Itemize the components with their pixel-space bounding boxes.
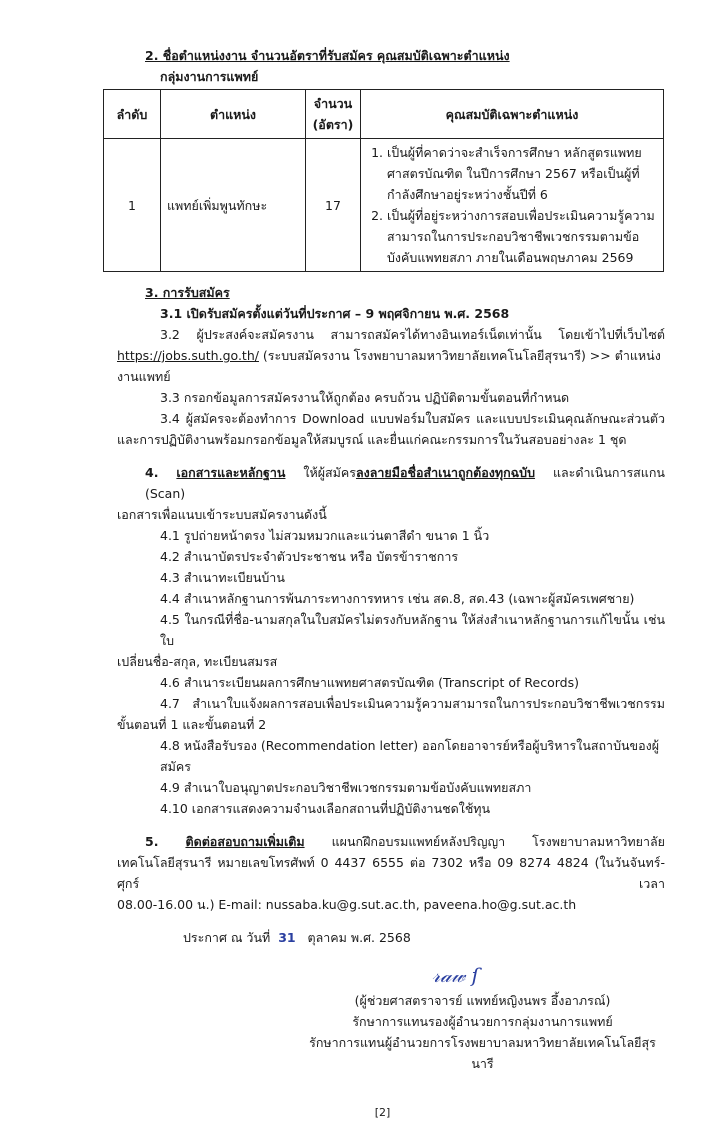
qualification-item: 1. เป็นผู้ที่คาดว่าจะสำเร็จการศึกษา หลักสูตรแพทยศาสตรบัณฑิต ในปีการศึกษา 2567 หรือเป็นผู้ที่กำลังศึกษาอยู่ระหว่างชั้นปีที่ 6 — [387, 142, 657, 205]
jobs-link[interactable]: https://jobs.suth.go.th/ — [117, 348, 259, 363]
section-4-emphasis: ลงลายมือชื่อสำเนาถูกต้องทุกฉบับ — [355, 465, 536, 480]
section-5-heading: ติดต่อสอบถามเพิ่มเติม — [185, 834, 305, 849]
section-5-text: แผนกฝึกอบรมแพทย์หลังปริญญา โรงพยาบาลมหาวิทยาลัย — [304, 834, 665, 849]
cell-no: 1 — [104, 139, 161, 272]
section-3-1: 3.1 เปิดรับสมัครตั้งแต่วันที่ประกาศ – 9 พฤศจิกายน พ.ศ. 2568 — [160, 306, 510, 321]
section-2-heading: 2. ชื่อตำแหน่งงาน จำนวนอัตราที่รับสมัคร คุณสมบัติเฉพาะตำแหน่ง — [145, 48, 510, 63]
cell-count: 17 — [306, 139, 361, 272]
handwritten-signature: 𝓇𝒶𝓌 ſ — [432, 963, 479, 987]
section-4-intro-line2: เอกสารเพื่อแนบเข้าระบบสมัครงานดังนี้ — [117, 507, 327, 522]
header-count: จำนวน (อัตรา) — [306, 90, 361, 139]
section-5-no: 5. — [145, 834, 159, 849]
cell-position: แพทย์เพิ่มพูนทักษะ — [161, 139, 306, 272]
section-4-no: 4. — [145, 465, 159, 480]
doc-item: 4.2 สำเนาบัตรประจำตัวประชาชน หรือ บัตรข้าราชการ — [160, 549, 459, 564]
doc-item: 4.10 เอกสารแสดงความจำนงเลือกสถานที่ปฏิบัติงานชดใช้ทุน — [160, 801, 491, 816]
doc-item: 4.3 สำเนาทะเบียนบ้าน — [160, 570, 285, 585]
section-3-4-line1: 3.4 ผู้สมัครจะต้องทำการ Download แบบฟอร์มใบสมัคร และแบบประเมินคุณลักษณะส่วนตัว — [160, 411, 665, 426]
doc-item: 4.6 สำเนาระเบียนผลการศึกษาแพทยศาสตรบัณฑิต (Transcript of Records) — [160, 675, 579, 690]
doc-item: 4.8 หนังสือรับรอง (Recommendation letter) ออกโดยอาจารย์หรือผู้บริหารในสถาบันของผู้สมัคร — [160, 738, 660, 774]
header-position: ตำแหน่ง — [161, 90, 306, 139]
section-5-line3: 08.00-16.00 น.) E-mail: nussaba.ku@g.sut.ac.th, paveena.ho@g.sut.ac.th — [117, 897, 577, 912]
signer-title-1: รักษาการแทนรองผู้อำนวยการกลุ่มงานการแพทย์ — [352, 1014, 613, 1029]
section-3-2-text: (ระบบสมัครงาน โรงพยาบาลมหาวิทยาลัยเทคโนโลยีสุรนารี) >> ตำแหน่งงานแพทย์ — [117, 348, 661, 384]
doc-item: 4.4 สำเนาหลักฐานการพ้นภาระทางการทหาร เช่น สด.8, สด.43 (เฉพาะผู้สมัครเพศชาย) — [160, 591, 635, 606]
doc-item-cont: เปลี่ยนชื่อ-สกุล, ทะเบียนสมรส — [117, 654, 278, 669]
section-4-intro-b: และดำเนินการสแกน (Scan) — [145, 465, 665, 501]
header-qualifications: คุณสมบัติเฉพาะตำแหน่ง — [361, 90, 664, 139]
positions-table — [103, 89, 664, 272]
section-5-line2: เทคโนโลยีสุรนารี หมายเลขโทรศัพท์ 0 4437 6555 ต่อ 7302 หรือ 09 8274 4824 (ในวันจันทร์-ศุกร์ เวลา — [117, 855, 665, 891]
header-no: ลำดับ — [104, 90, 161, 139]
section-3-2-line1: 3.2 ผู้ประสงค์จะสมัครงาน สามารถสมัครได้ทางอินเทอร์เน็ตเท่านั้น โดยเข้าไปที่เว็บไซต์ — [160, 327, 665, 342]
announcement-day: 31 — [278, 930, 296, 945]
doc-item: 4.7 สำเนาใบแจ้งผลการสอบเพื่อประเมินความรู้ความสามารถในการประกอบวิชาชีพเวชกรรม — [160, 696, 665, 711]
table-row — [104, 139, 664, 272]
cell-qualifications — [361, 139, 664, 272]
section-3-3: 3.3 กรอกข้อมูลการสมัครงานให้ถูกต้อง ครบถ้วน ปฏิบัติตามขั้นตอนที่กำหนด — [160, 390, 570, 405]
section-3-heading: 3. การรับสมัคร — [145, 285, 230, 300]
doc-item: 4.9 สำเนาใบอนุญาตประกอบวิชาชีพเวชกรรมตามข้อบังคับแพทยสภา — [160, 780, 532, 795]
table-header-row — [104, 90, 664, 139]
section-3-4-line2: และการปฏิบัติงานพร้อมกรอกข้อมูลให้สมบูรณ์ และยื่นแก่คณะกรรมการในวันสอบอย่างละ 1 ชุด — [117, 432, 627, 447]
section-3-2-line2 — [117, 345, 665, 387]
announcement-prefix: ประกาศ ณ วันที่ — [183, 930, 271, 945]
doc-item: 4.1 รูปถ่ายหน้าตรง ไม่สวมหมวกและแว่นตาสีดำ ขนาด 1 นิ้ว — [160, 528, 490, 543]
section-4-intro-a: ให้ผู้สมัคร — [285, 465, 356, 480]
section-4-heading: เอกสารและหลักฐาน — [176, 465, 286, 480]
announcement-month-year: ตุลาคม พ.ศ. 2568 — [307, 930, 411, 945]
doc-item: 4.5 ในกรณีที่ชื่อ-นามสกุลในใบสมัครไม่ตรงกับหลักฐาน ให้ส่งสำเนาหลักฐานการแก้ไขนั้น เช่น ใบ — [160, 612, 665, 648]
signer-name: (ผู้ช่วยศาสตราจารย์ แพทย์หญิงนพร อึ้งอาภรณ์) — [354, 993, 611, 1008]
announcement-date — [183, 927, 665, 948]
group-label: กลุ่มงานการแพทย์ — [160, 69, 259, 84]
section-5-line1 — [145, 831, 665, 852]
page-number: [2] — [374, 1106, 391, 1119]
section-4-intro — [145, 462, 665, 504]
qualification-item: 2. เป็นผู้ที่อยู่ระหว่างการสอบเพื่อประเมินความรู้ความสามารถในการประกอบวิชาชีพเวชกรรมตามข้อบังคับแพทยสภา ภายในเดือนพฤษภาคม 2569 — [387, 205, 657, 268]
signer-title-2: รักษาการแทนผู้อำนวยการโรงพยาบาลมหาวิทยาลัยเทคโนโลยีสุรนารี — [309, 1035, 656, 1071]
doc-item-cont: ขั้นตอนที่ 1 และขั้นตอนที่ 2 — [117, 717, 267, 732]
